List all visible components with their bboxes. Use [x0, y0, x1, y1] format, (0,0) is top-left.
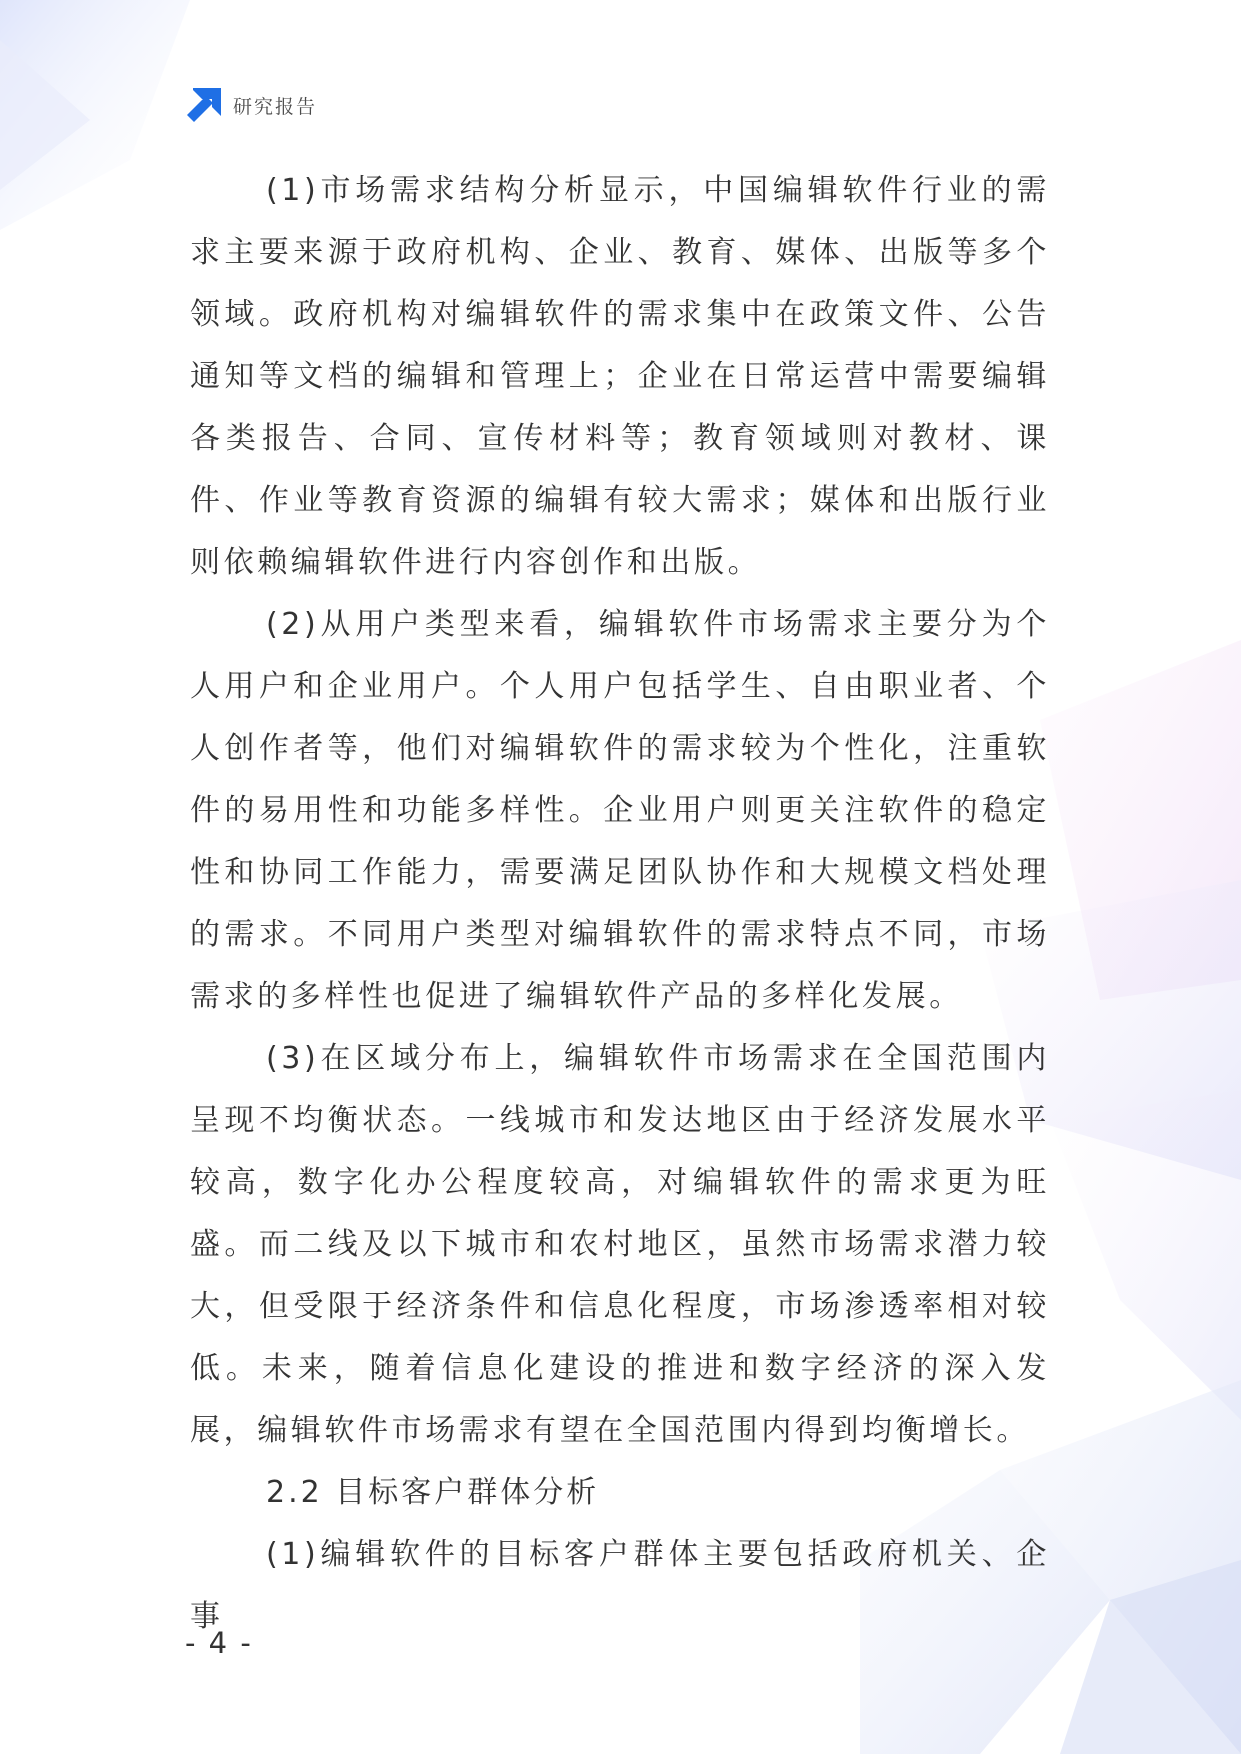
paragraph: (1)编辑软件的目标客户群体主要包括政府机关、企事: [190, 1537, 1050, 1634]
document-body: [190, 160, 1050, 1648]
page-number: - 4 -: [185, 1626, 253, 1660]
header-title: 研究报告: [233, 95, 318, 118]
report-header: [187, 88, 317, 122]
arrow-up-right-icon: [187, 88, 221, 122]
paragraph: (1)市场需求结构分析显示，中国编辑软件行业的需求主要来源于政府机构、企业、教育、媒体、出版等多个领域。政府机构对编辑软件的需求集中在政策文件、公告通知等文档的编辑和管理上；企业在日常运营中需要编辑各类报告、合同、宣传材料等；教育领域则对教材、课件、作业等教育资源的编辑有较大需求；媒体和出版行业则依赖编辑软件进行内容创作和出版。: [190, 173, 1050, 580]
paragraph: (2)从用户类型来看，编辑软件市场需求主要分为个人用户和企业用户。个人用户包括学生、自由职业者、个人创作者等，他们对编辑软件的需求较为个性化，注重软件的易用性和功能多样性。企业用户则更关注软件的稳定性和协同工作能力，需要满足团队协作和大规模文档处理的需求。不同用户类型对编辑软件的需求特点不同，市场需求的多样性也促进了编辑软件产品的多样化发展。: [190, 607, 1050, 1014]
paragraph: (3)在区域分布上，编辑软件市场需求在全国范围内呈现不均衡状态。一线城市和发达地区由于经济发展水平较高，数字化办公程度较高，对编辑软件的需求更为旺盛。而二线及以下城市和农村地区，虽然市场需求潜力较大，但受限于经济条件和信息化程度，市场渗透率相对较低。未来，随着信息化建设的推进和数字经济的深入发展，编辑软件市场需求有望在全国范围内得到均衡增长。: [190, 1041, 1050, 1448]
section-heading: 2.2 目标客户群体分析: [266, 1475, 600, 1510]
